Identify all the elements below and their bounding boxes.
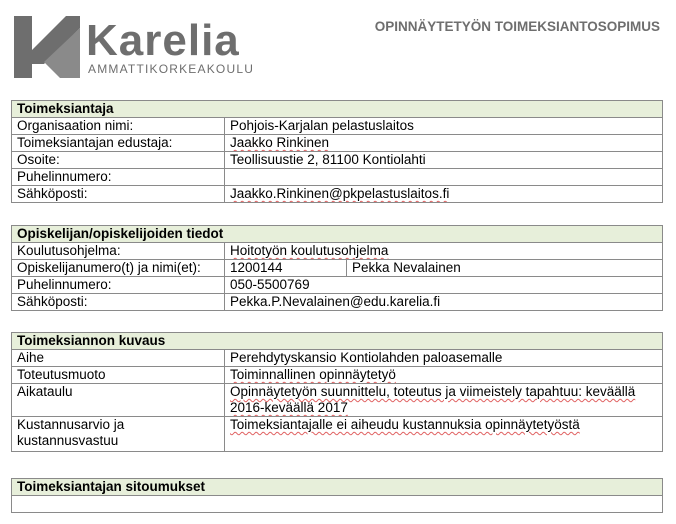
student-name-field[interactable]: Pekka Nevalainen — [347, 260, 663, 277]
degree-programme-value: Hoitotyön koulutusohjelma — [230, 243, 389, 258]
phone-field[interactable] — [225, 169, 663, 186]
table-row — [12, 294, 663, 311]
field-label: Toimeksiantajan edustaja: — [12, 135, 225, 152]
table-row — [12, 260, 663, 277]
table-row — [12, 243, 663, 260]
topic-field[interactable]: Perehdytyskansio Kontiolahden paloasemalle — [225, 350, 663, 367]
field-label: Aikataulu — [12, 384, 225, 417]
opiskelija-table — [11, 225, 663, 311]
implementation-value: Toiminnallinen opinnäytetyö — [230, 367, 396, 382]
table-row — [12, 118, 663, 135]
field-label: Sähköposti: — [12, 186, 225, 203]
email-field[interactable] — [225, 186, 663, 203]
field-label: Aihe — [12, 350, 225, 367]
schedule-field[interactable] — [225, 384, 663, 417]
kuvaus-table — [11, 332, 663, 452]
table-row — [12, 277, 663, 294]
field-label: Koulutusohjelma: — [12, 243, 225, 260]
kuvaus-header: Toimeksiannon kuvaus — [12, 333, 663, 350]
email-value: Jaakko.Rinkinen@pkpelastuslaitos.fi — [230, 186, 450, 201]
karelia-k-mark-icon — [14, 14, 80, 80]
table-row — [12, 367, 663, 384]
address-field[interactable]: Teollisuustie 2, 81100 Kontiolahti — [225, 152, 663, 169]
document-title: OPINNÄYTETYÖN TOIMEKSIANTOSOPIMUS — [374, 19, 660, 34]
cost-value: Toimeksiantajalle ei aiheudu kustannuksia opinnäytetyöstä — [230, 417, 580, 432]
organisation-name-field[interactable]: Pohjois-Karjalan pelastuslaitos — [225, 118, 663, 135]
field-label: Osoite: — [12, 152, 225, 169]
sitoumukset-table — [11, 478, 663, 513]
representative-value: Jaakko Rinkinen — [230, 135, 330, 150]
student-phone-field[interactable]: 050-5500769 — [225, 277, 663, 294]
representative-field[interactable] — [225, 135, 663, 152]
field-label: Kustannusarvio ja kustannusvastuu — [12, 417, 225, 452]
logo-wordmark: Karelia — [86, 16, 240, 65]
toimeksiantaja-table — [11, 100, 663, 203]
table-row — [12, 186, 663, 203]
implementation-field[interactable] — [225, 367, 663, 384]
table-row — [12, 417, 663, 452]
table-row — [12, 135, 663, 152]
opiskelija-header: Opiskelijan/opiskelijoiden tiedot — [12, 226, 663, 243]
table-row — [12, 169, 663, 186]
karelia-logo — [14, 14, 264, 84]
table-row — [12, 350, 663, 367]
sitoumukset-header: Toimeksiantajan sitoumukset — [12, 479, 663, 496]
table-row — [12, 384, 663, 417]
logo-subtitle: AMMATTIKORKEAKOULU — [88, 62, 255, 76]
commitments-field[interactable] — [12, 496, 663, 513]
table-row — [12, 152, 663, 169]
field-label: Puhelinnumero: — [12, 277, 225, 294]
toimeksiantaja-header: Toimeksiantaja — [12, 101, 663, 118]
field-label: Puhelinnumero: — [12, 169, 225, 186]
cost-field[interactable] — [225, 417, 663, 452]
degree-programme-field[interactable] — [225, 243, 663, 260]
table-row — [12, 496, 663, 513]
field-label: Sähköposti: — [12, 294, 225, 311]
field-label: Organisaation nimi: — [12, 118, 225, 135]
field-label: Toteutusmuoto — [12, 367, 225, 384]
student-email-field[interactable]: Pekka.P.Nevalainen@edu.karelia.fi — [225, 294, 663, 311]
student-number-field[interactable]: 1200144 — [225, 260, 347, 277]
schedule-value: Opinnäytetyön suunnittelu, toteutus ja viimeistely tapahtuu: keväällä 2016-keväällä 2017 — [230, 384, 636, 415]
field-label: Opiskelijanumero(t) ja nimi(et): — [12, 260, 225, 277]
